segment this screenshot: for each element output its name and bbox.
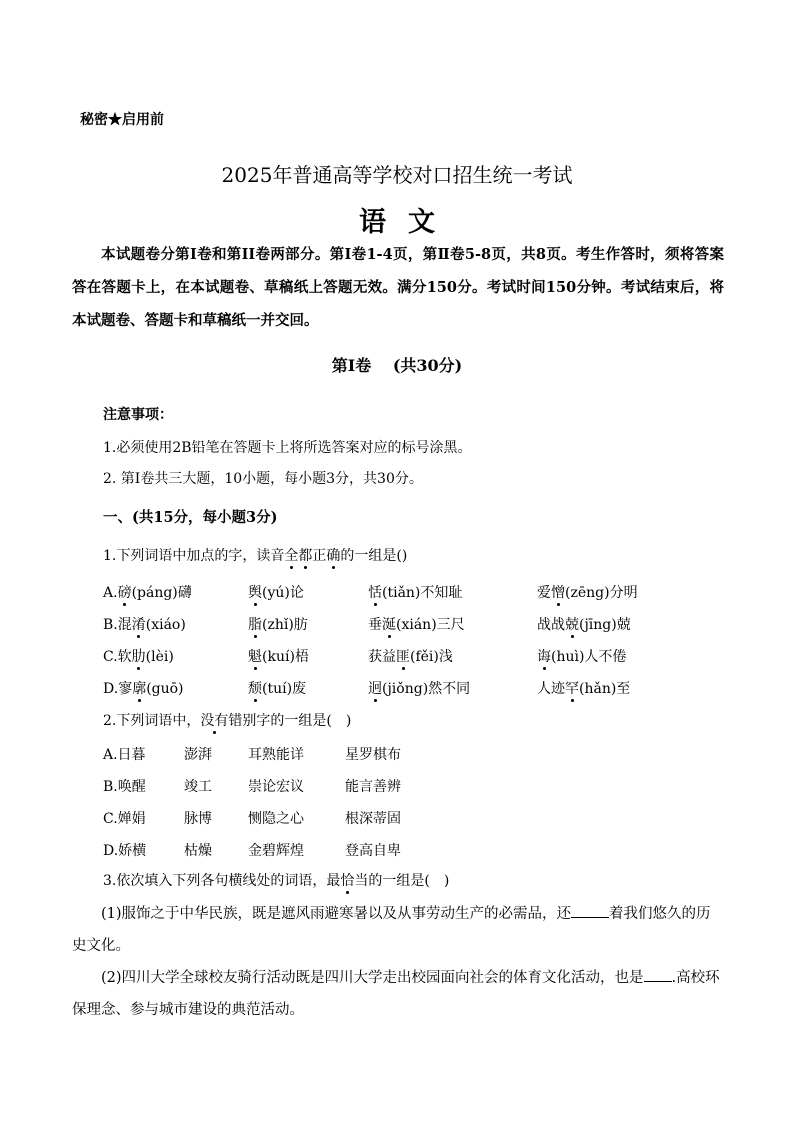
q1-stem: 1.下列词语中加点的字，读音全都正确的一组是() [103,548,408,564]
q1-option-a-word-2: 舆(yú)论 [248,585,304,601]
confidential-label: 秘密★启用前 [80,112,164,128]
q1-option-d: D.寥廓(guō) [103,681,184,697]
q3-blank-1 [571,903,609,918]
q2-option-c-word-2: 脉博 [184,811,212,827]
notice-item-2: 2. 第Ⅰ卷共三大题，10小题，每小题3分，共30分。 [103,471,423,487]
q2-option-b: B.唤醒 [103,779,146,795]
subject-title: 语文 [359,207,457,238]
q2-option-c-word-3: 恻隐之心 [248,811,304,827]
q1-option-a-word-3: 恬(tiǎn)不知耻 [368,585,463,601]
q2-option-a-word-4: 星罗棋布 [345,747,401,763]
q1-option-b-word-3: 垂涎(xián)三尺 [368,617,465,633]
notice-title: 注意事项： [103,407,173,423]
q1-option-c-word-3: 获益匪(fěi)浅 [368,649,453,665]
q1-option-c-word-4: 诲(huì)人不倦 [537,649,627,665]
q2-option-b-word-4: 能言善辨 [345,779,401,795]
q2-option-c-word-4: 根深蒂固 [345,811,401,827]
q2-option-d-word-4: 登高自卑 [345,843,401,859]
q2-stem-emphasis: 没有 [200,713,229,729]
section-title-part1: 第Ⅰ卷 (共30分) [331,356,463,375]
q1-option-d-word-3: 迥(jiǒng)然不同 [368,681,471,697]
q1-option-d-word-4: 人迹罕(hǎn)至 [537,681,631,697]
q1-stem-dot-1: 全 [284,548,299,564]
q3-stem: 3.依次填入下列各句横线处的词语，最恰当的一组是( ) [103,873,450,889]
q1-stem-dot-2: 都 [298,548,313,564]
q2-option-b-word-3: 崇论宏议 [248,779,304,795]
q2-option-d-word-3: 金碧辉煌 [248,843,304,859]
q1-option-c: C.软肋(lèi) [103,649,174,665]
q1-stem-dot-3: 确 [326,548,341,564]
q1-option-b-word-4: 战战兢(jīng)兢 [537,617,631,633]
q2-option-d-word-2: 枯燥 [184,843,212,859]
q2-option-a: A.日暮 [103,747,146,763]
exam-title: 2025年普通高等学校对口招生统一考试 [221,163,573,187]
q1-option-c-word-2: 魁(kuí)梧 [248,649,309,665]
q3-sentence-2: (2)四川大学全球校友骑行活动既是四川大学走出校园面向社会的体育文化活动，也是 .高校环保理念、参与城市建设的典范活动。 [72,962,722,1026]
q2-option-d: D.娇横 [103,843,147,859]
q3-sentence-1: (1)服饰之于中华民族，既是遮风雨避寒暑以及从事劳动生产的必需品，还 着我们悠久的历史文化。 [72,898,722,962]
q2-stem: 2.下列词语中，没有错别字的一组是( ) [103,713,352,729]
q2-option-a-word-2: 澎湃 [184,747,212,763]
notice-item-1: 1.必须使用2B铅笔在答题卡上将所选答案对应的标号涂黑。 [103,440,472,456]
exam-instructions: 本试题卷分第I卷和第II卷两部分。第Ⅰ卷1-4页，第Ⅱ卷5-8页，共8页。考生作答时，须将答案答在答题卡上，在本试题卷、草稿纸上答题无效。满分150分。考试时间150分钟。考试结束后，将本试题卷、答题卡和草稿纸一并交回。 [72,246,724,329]
q2-option-a-word-3: 耳熟能详 [248,747,304,763]
q1-option-b-word-2: 脂(zhǐ)肪 [248,617,308,633]
part1-heading: 一、(共15分，每小题3分) [103,509,278,526]
q1-option-a: A.磅(páng)礴 [103,585,192,601]
q1-option-a-word-4: 爱憎(zēng)分明 [537,585,638,601]
q3-stem-emphasis: 最恰当 [326,873,369,889]
q3-blank-2 [644,967,672,982]
q1-option-b: B.混淆(xiáo) [103,617,186,633]
q2-option-b-word-2: 竣工 [184,779,212,795]
q2-option-c: C.婵娟 [103,811,146,827]
q1-option-d-word-2: 颓(tuí)废 [248,681,307,697]
